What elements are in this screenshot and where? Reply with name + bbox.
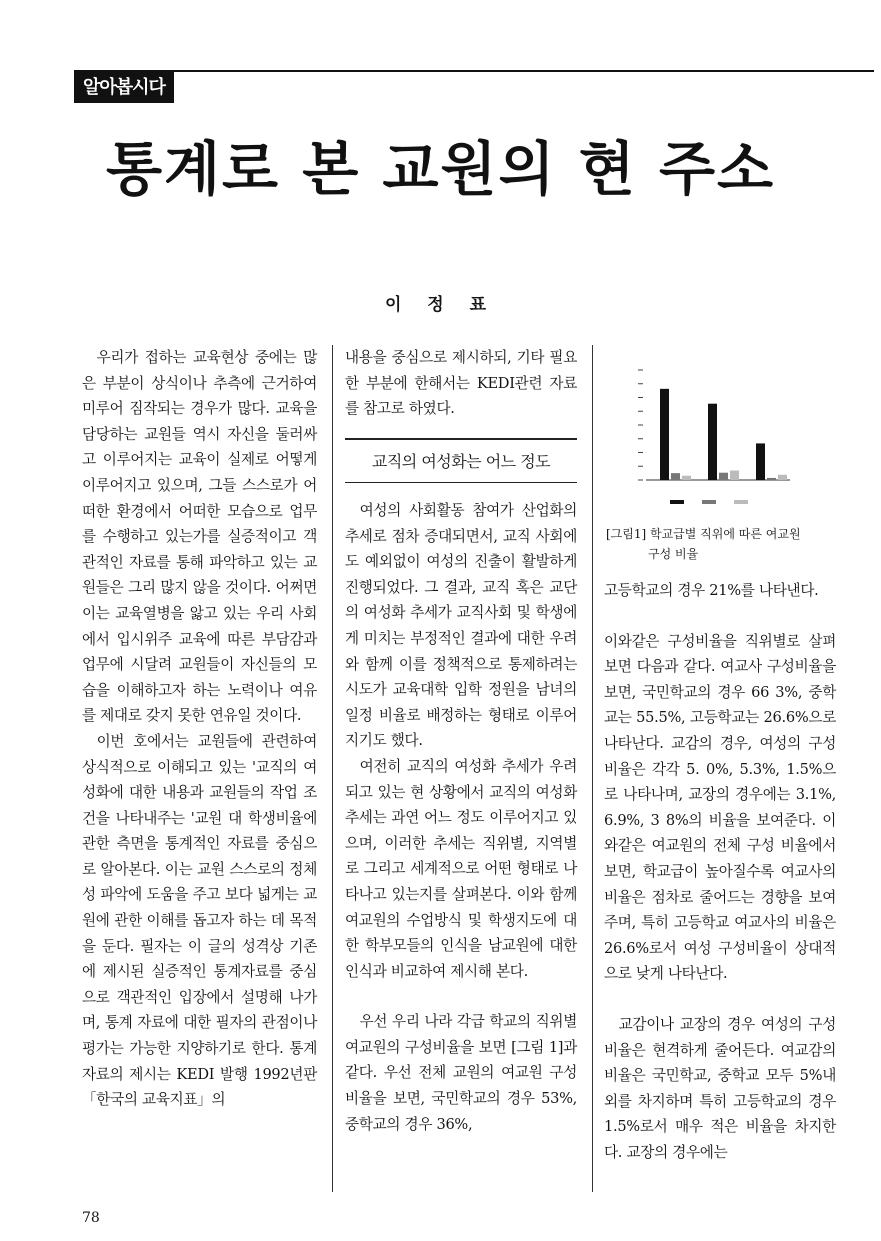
chart-bar: [756, 443, 765, 480]
column-divider-1: [332, 345, 333, 1192]
figure-caption: [606, 524, 836, 564]
paragraph: 내용을 중심으로 제시하되, 기타 필요한 부분에 한해서는 KEDI관련 자료를 참고로 하였다.: [345, 349, 577, 418]
bar-chart: [620, 360, 790, 515]
paragraph: 이번 호에서는 교원들에 관련하여 상식적으로 이해되고 있는 '교직의 여성화에 대한 내용과 교원들의 작업 조건을 나타내주는 '교원 대 학생비율에 관한 측면을 통계적인 자료를 중심으로 알아본다. 이는 교원 스스로의 정체성 파악에 도움을 주고 보다 넓게는 교원에 관한 이해를 돕고자 하는 데 목적을 둔다. 필자는 이 글의 성격상 기존에 제시된 실증적인 통계자료를 중심으로 객관적인 입장에서 설명해 나가며, 통계 자료에 대한 필자의 관점이나 평가는 가능한 지양하기로 한다. 통계자료의 제시는 KEDI 발행 1992년판 「한국의 교육지표」의: [82, 732, 317, 1109]
chart-bar: [671, 473, 680, 480]
page-number: 78: [82, 1210, 100, 1226]
chart-bar: [682, 476, 691, 480]
column-1: [82, 345, 317, 1113]
column-3: [604, 578, 836, 1165]
paragraph: 여전히 교직의 여성화 추세가 우려되고 있는 현 상황에서 교직의 여성화 추세는 과연 어느 정도 이루어지고 있으며, 이러한 추세는 직위별, 지역별로 그리고 세계적으로 어떤 형태로 나타나고 있는지를 살펴본다. 이와 함께 여교원의 수업방식 및 학생지도에 대한 학부모들의 인식을 남교원에 대한 인식과 비교하여 제시해 본다.: [345, 757, 577, 980]
section-heading: 교직의 여성화는 어느 정도: [345, 438, 577, 483]
chart-bar: [660, 389, 669, 480]
paragraph: 우리가 접하는 교육현상 중에는 많은 부분이 상식이나 추측에 근거하여 미루어 짐작되는 경우가 많다. 교육을 담당하는 교원들 역시 자신을 둘러싸고 이루어지는 교육이 실제로 어떻게 이루어지고 있으며, 그들 스스로가 어떠한 환경에서 어떠한 모습으로 업무를 수행하고 있는가를 실증적이고 객관적인 자료를 통해 파악하고 있는 교원들은 그리 많지 않을 것이다. 어쩌면 이는 교육열병을 앓고 있는 우리 사회에서 입시위주 교육에 따른 부담감과 업무에 시달려 교원들이 자신들의 모습을 이해하고자 하는 노력이나 여유를 제대로 갖지 못한 연유일 것이다.: [82, 349, 317, 725]
legend-swatch: [702, 500, 716, 504]
chart-bar: [719, 473, 728, 480]
column-2-body: [345, 498, 577, 1137]
paragraph: 우선 우리 나라 각급 학교의 직위별 여교원의 구성비율을 보면 [그림 1]과 같다. 우선 전체 교원의 여교원 구성 비율을 보면, 국민학교의 경우 53%, 중학교의 경우 36%,: [345, 1013, 577, 1133]
chart-bar: [767, 478, 776, 480]
paragraph: 이와같은 구성비율을 직위별로 살펴보면 다음과 같다. 여교사 구성비율을 보면, 국민학교의 경우 66 3%, 중학교는 55.5%, 고등학교는 26.6%으로 나타난다. 교감의 경우, 여성의 구성비율은 각각 5. 0%, 5.3%, 1.5%으로 나타나며, 교장의 경우에는 3.1%, 6.9%, 3 8%의 비율을 보여준다. 이와같은 여교원의 전체 구성 비율에서 보면, 학교급이 높아질수록 여교사의 비율은 점차로 줄어드는 경향을 보여주며, 특히 고등학교 여교사의 비율은 26.6%로서 여성 구성비율이 상대적으로 낮게 나타난다.: [604, 632, 836, 983]
author-name: 이 정 표: [384, 295, 497, 315]
caption-line-2: 구성 비율: [648, 547, 699, 561]
caption-line-1: [그림1] 학교급별 직위에 따른 여교원: [606, 527, 801, 541]
paragraph: 여성의 사회활동 참여가 산업화의 추세로 점차 증대되면서, 교직 사회에도 예외없이 여성의 진출이 활발하게 진행되었다. 그 결과, 교직 혹은 교단의 여성화 추세가 교직사회 및 학생에게 미치는 부정적인 결과에 대한 우려와 함께 이를 정책적으로 통제하려는 시도가 교육대학 입학 정원을 남녀의 일정 비율로 배정하는 형태로 이루어지기도 했다.: [345, 502, 577, 750]
legend-swatch: [670, 500, 684, 504]
column-2: [345, 345, 577, 422]
paragraph: 교감이나 교장의 경우 여성의 구성 비율은 현격하게 줄어든다. 여교감의 비율은 국민학교, 중학교 모두 5%내외를 차지하며 특히 고등학교의 경우 1.5%로서 매우 적은 비율을 차지한다. 교장의 경우에는: [604, 1015, 836, 1161]
paragraph: 고등학교의 경우 21%를 나타낸다.: [604, 582, 819, 599]
chart-bar: [708, 404, 717, 480]
top-rule: [74, 70, 874, 72]
section-tag: 알아봅시다: [74, 70, 174, 103]
chart-bar: [730, 471, 739, 480]
chart-bar: [778, 475, 787, 480]
column-divider-2: [592, 345, 593, 1192]
article-title: 통계로 본 교원의 현 주소: [105, 135, 776, 203]
legend-swatch: [734, 500, 748, 504]
